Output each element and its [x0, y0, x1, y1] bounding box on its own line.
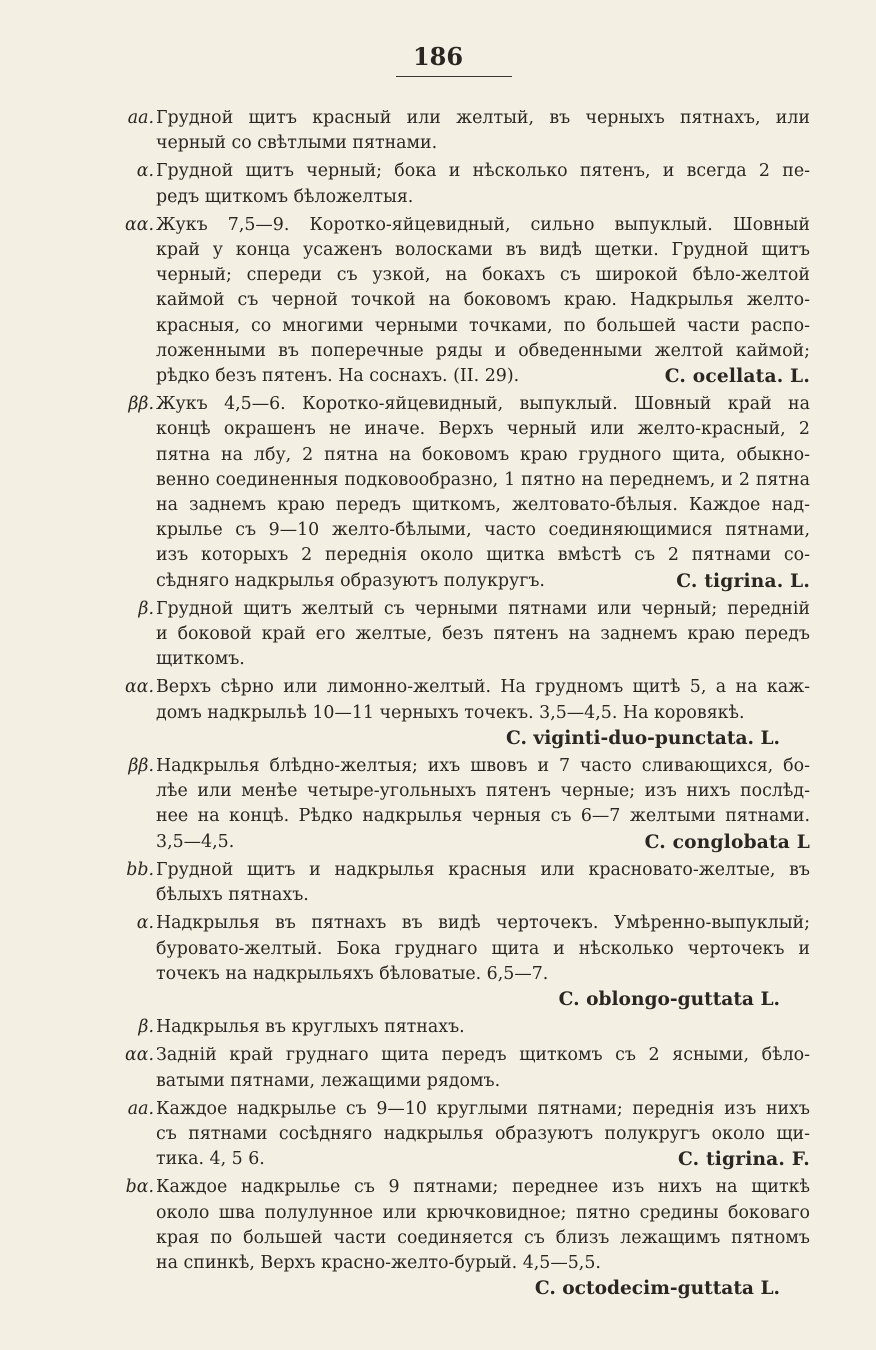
entry-line: крылье съ 9—10 желто-бѣлыми, часто соединяющимися пятнами,	[156, 520, 810, 541]
entry-line: венно соединенныя подковообразно, 1 пятно на переднемъ, и 2 пятна	[156, 469, 810, 490]
entry-line: Грудной щитъ черный; бока и нѣсколько пятенъ, и всегда 2 пе-	[156, 161, 810, 182]
entry-line: Верхъ сѣрно или лимонно-желтый. На грудномъ щитѣ 5, а на каж-	[156, 677, 810, 698]
page-number: 186	[412, 42, 464, 71]
species-name: C. conglobata L	[644, 831, 810, 853]
entry-marker: α.	[136, 161, 154, 182]
entry-line: рѣдко безъ пятенъ. На соснахъ. (II. 29).	[156, 366, 520, 387]
entry-line: на заднемъ краю передъ щиткомъ, желтовато-бѣлыя. Каждое над-	[156, 495, 810, 516]
entry-final-line	[156, 569, 810, 594]
entry-line: край у конца усаженъ волосками въ видѣ щетки. Грудной щитъ	[156, 240, 810, 261]
entry-line: Жукъ 4,5—6. Коротко-яйцевидный, выпуклый. Шовный край на	[156, 394, 810, 415]
entry-marker: aa.	[127, 108, 154, 128]
entry-line: изъ которыхъ 2 переднія около щитка вмѣстѣ съ 2 пятнами со-	[156, 545, 810, 566]
entry-line: Надкрылья блѣдно-желтыя; ихъ швовъ и 7 часто сливающихся, бо-	[156, 756, 810, 777]
entry-line: черный; спереди съ узкой, на бокахъ съ широкой бѣло-желтой	[156, 265, 810, 286]
species-name: C. oblongo-guttata L.	[558, 988, 780, 1010]
entry-line: Жукъ 7,5—9. Коротко-яйцевидный, сильно выпуклый. Шовный	[156, 214, 810, 235]
entry-marker: β.	[138, 1017, 154, 1038]
entry-marker: ββ.	[128, 756, 154, 777]
key-entry	[110, 213, 810, 389]
entry-marker: αα.	[124, 1045, 154, 1066]
key-entry	[110, 858, 810, 908]
entry-line: Задній край груднаго щита передъ щиткомъ съ 2 ясными, бѣло-	[156, 1045, 810, 1066]
entry-line: нее на концѣ. Рѣдко надкрылья черныя съ 6—7 желтыми пятнами.	[156, 806, 810, 827]
key-entry	[110, 597, 810, 673]
entry-marker: bb.	[126, 859, 154, 880]
key-entry	[110, 1175, 810, 1301]
entry-line: пятна на лбу, 2 пятна на боковомъ краю грудного щита, обыкно-	[156, 444, 810, 465]
entry-line: 3,5—4,5.	[156, 831, 235, 852]
entry-line: Надкрылья въ круглыхъ пятнахъ.	[156, 1017, 465, 1038]
entry-marker: αα.	[124, 214, 154, 235]
entry-line: ложенными въ поперечные ряды и обведенными желтой каймой;	[156, 340, 810, 361]
entry-line: Грудной щитъ и надкрылья красныя или красновато-желтые, въ	[156, 859, 810, 880]
entry-line: буровато-желтый. Бока груднаго щита и нѣсколько черточекъ и	[156, 938, 810, 959]
entry-line: около шва полулунное или крючковидное; пятно средины боковаго	[156, 1202, 810, 1223]
key-entry	[110, 1097, 810, 1173]
species-name: C. viginti-duo-punctata. L.	[505, 727, 780, 749]
species-name: C. tigrina. L.	[676, 570, 810, 592]
entry-line: щиткомъ.	[156, 649, 245, 670]
key-entry	[110, 754, 810, 855]
entry-line: черный со свѣтлыми пятнами.	[156, 133, 438, 154]
entry-line: съ пятнами сосѣдняго надкрылья образуютъ полукругъ около щи-	[156, 1123, 810, 1144]
entry-marker: β.	[138, 598, 154, 619]
entry-line: домъ надкрыльѣ 10—11 черныхъ точекъ. 3,5—4,5. На коровякѣ.	[156, 702, 745, 723]
entry-final-line	[156, 830, 810, 855]
entry-marker: ββ.	[128, 394, 154, 415]
entry-line: точекъ на надкрыльяхъ бѣловатые. 6,5—7.	[156, 963, 549, 984]
entry-line: Грудной щитъ желтый съ черными пятнами или черный; передній	[156, 598, 810, 619]
key-entry	[110, 1015, 810, 1040]
key-entry	[110, 106, 810, 156]
key-entry	[110, 159, 810, 209]
key-entry	[110, 392, 810, 594]
entry-line: Надкрылья въ пятнахъ въ видѣ черточекъ. Умѣренно-выпуклый;	[156, 913, 810, 934]
entry-line: редъ щиткомъ бѣложелтыя.	[156, 186, 414, 207]
entry-line: сѣдняго надкрылья образуютъ полукругъ.	[156, 570, 545, 591]
species-name: C. tigrina. F.	[677, 1149, 810, 1171]
entry-marker: α.	[136, 913, 154, 934]
key-entry	[110, 911, 810, 1012]
key-entry	[110, 1043, 810, 1093]
species-name: C. octodecim-guttata L.	[534, 1278, 780, 1300]
key-entry	[110, 675, 810, 751]
entry-line: концѣ окрашенъ не иначе. Верхъ черный или желто-красный, 2	[156, 419, 810, 440]
entry-marker: bα.	[125, 1177, 154, 1198]
entry-line: бѣлыхъ пятнахъ.	[156, 885, 309, 906]
entry-line: Грудной щитъ красный или желтый, въ черныхъ пятнахъ, или	[156, 108, 810, 128]
entry-marker: aa.	[127, 1098, 154, 1119]
entry-line: каймой съ черной точкой на боковомъ краю. Надкрылья желто-	[156, 290, 810, 311]
entry-final-line	[156, 1147, 810, 1172]
entry-line: Каждое надкрылье съ 9 пятнами; переднее изъ нихъ на щиткѣ	[156, 1177, 810, 1198]
entry-line: ватыми пятнами, лежащими рядомъ.	[156, 1070, 501, 1091]
entry-line: и боковой край его желтые, безъ пятенъ на заднемъ краю передъ	[156, 624, 810, 645]
entry-line: Каждое надкрылье съ 9—10 круглыми пятнами; переднія изъ нихъ	[156, 1098, 810, 1119]
entry-final-line	[156, 364, 810, 389]
entry-line: лѣе или менѣе четыре-угольныхъ пятенъ черные; изъ нихъ послѣд-	[156, 781, 810, 802]
key-entries	[110, 106, 810, 1304]
species-name: C. ocellata. L.	[664, 366, 810, 388]
entry-line: края по большей части соединяется съ близъ лежащимъ пятномъ	[156, 1227, 810, 1248]
entry-line: красныя, со многими черными точками, по большей части распо-	[156, 315, 810, 336]
header-rule	[396, 76, 512, 77]
entry-line: тика. 4, 5 6.	[156, 1149, 265, 1170]
entry-line: на спинкѣ, Верхъ красно-желто-бурый. 4,5—5,5.	[156, 1252, 601, 1273]
entry-marker: αα.	[124, 677, 154, 698]
